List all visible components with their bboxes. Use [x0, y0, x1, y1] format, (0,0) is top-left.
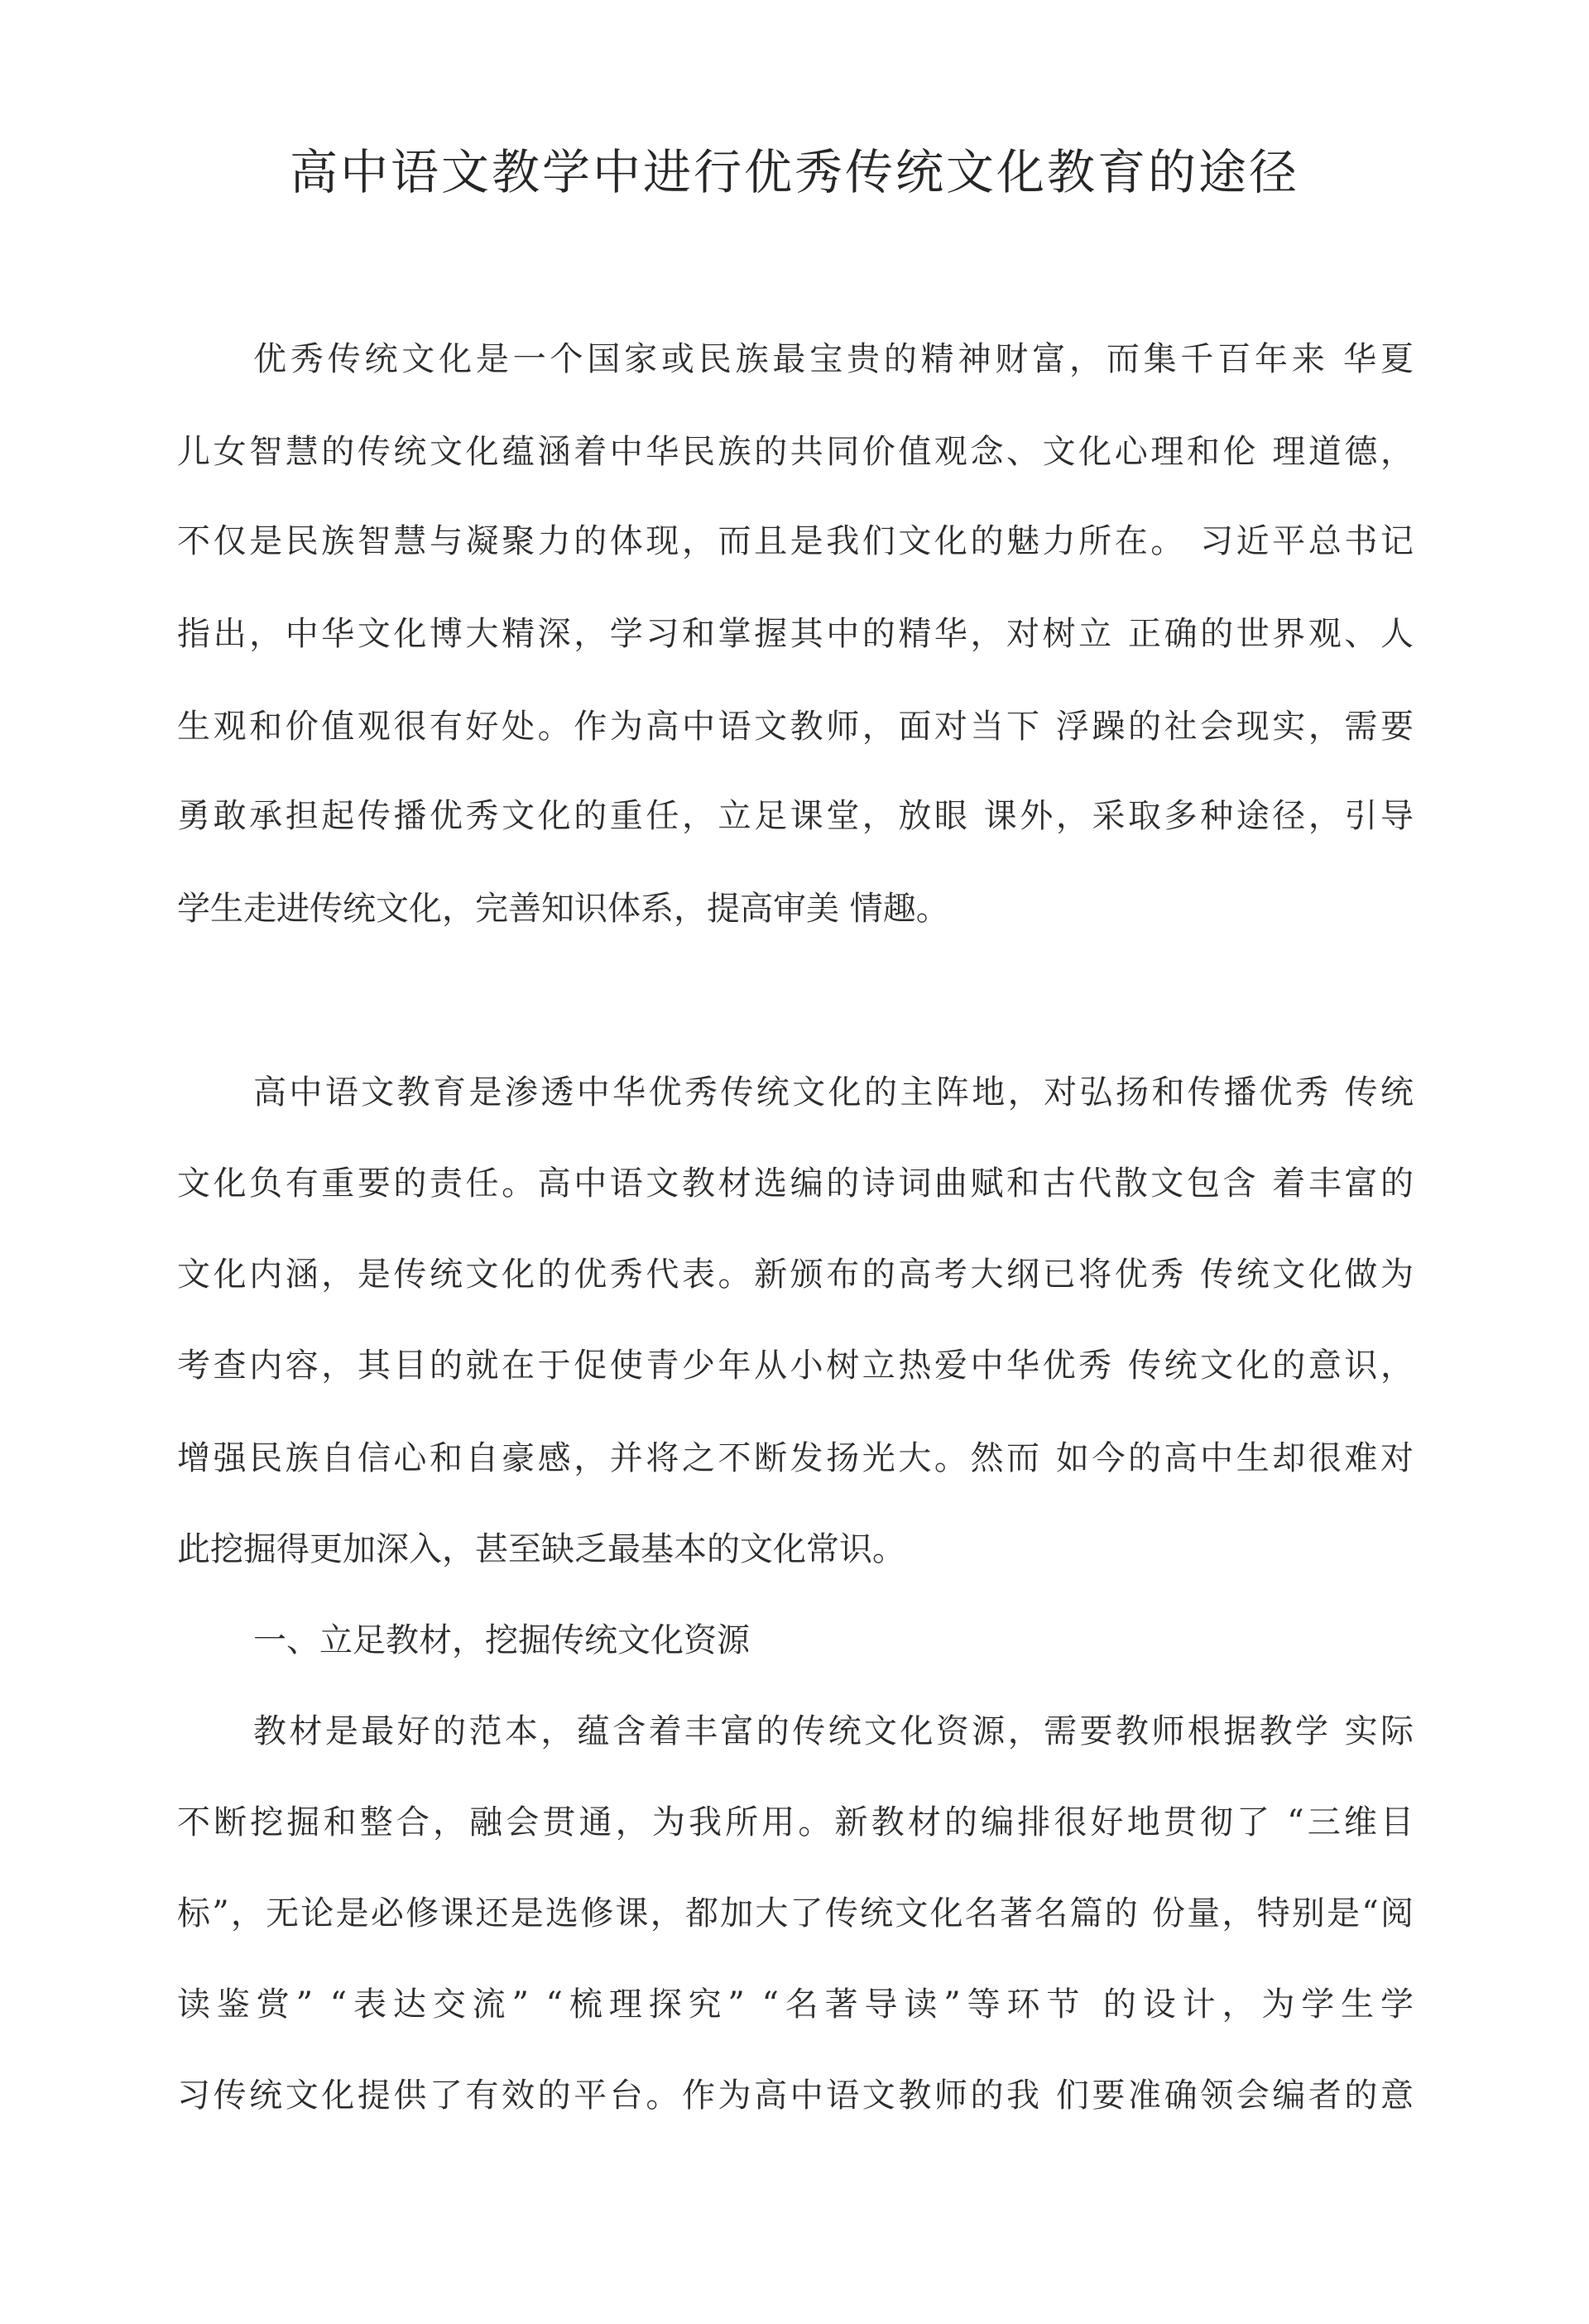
paragraph-3-line-3: 标”，无论是必修课还是选修课，都加大了传统文化名著名篇的 份量，特别是“阅	[177, 1894, 1414, 1933]
paragraph-2-line-6: 此挖掘得更加深入，甚至缺乏最基本的文化常识。	[177, 1530, 905, 1568]
paragraph-3-line-2: 不断挖掘和整合，融会贯通，为我所用。新教材的编排很好地贯彻了 “三维目	[177, 1803, 1414, 1841]
paragraph-1-line-4: 指出，中华文化博大精深，学习和掌握其中的精华，对树立 正确的世界观、人	[177, 615, 1414, 653]
paragraph-1-line-7: 学生走进传统文化，完善知识体系，提高审美 情趣。	[177, 890, 949, 928]
paragraph-1-line-6: 勇敢承担起传播优秀文化的重任，立足课堂，放眼 课外，采取多种途径，引导	[177, 797, 1414, 835]
paragraph-3-line-4: 读鉴赏” “表达交流” “梳理探究” “名著导读”等环节 的设计，为学生学	[177, 1985, 1414, 2024]
paragraph-2-line-2: 文化负有重要的责任。高中语文教材选编的诗词曲赋和古代散文包含 着丰富的	[177, 1164, 1414, 1203]
paragraph-2-line-3: 文化内涵，是传统文化的优秀代表。新颁布的高考大纲已将优秀 传统文化做为	[177, 1256, 1414, 1294]
paragraph-2-line-5: 增强民族自信心和自豪感，并将之不断发扬光大。然而 如今的高中生却很难对	[177, 1439, 1414, 1477]
paragraph-1-line-3: 不仅是民族智慧与凝聚力的体现，而且是我们文化的魅力所在。 习近平总书记	[177, 522, 1414, 560]
paragraph-3-line-5: 习传统文化提供了有效的平台。作为高中语文教师的我 们要准确领会编者的意	[177, 2077, 1414, 2115]
paragraph-2-line-4: 考查内容，其目的就在于促使青少年从小树立热爱中华优秀 传统文化的意识，	[177, 1347, 1414, 1385]
section-heading: 一、立足教材，挖掘传统文化资源	[253, 1621, 750, 1659]
paragraph-3-line-1: 教材是最好的范本，蕴含着丰富的传统文化资源，需要教师根据教学 实际	[253, 1712, 1414, 1750]
paragraph-2-line-1: 高中语文教育是渗透中华优秀传统文化的主阵地，对弘扬和传播优秀 传统	[253, 1073, 1414, 1112]
paragraph-1-line-5: 生观和价值观很有好处。作为高中语文教师，面对当下 浮躁的社会现实，需要	[177, 708, 1414, 746]
document-title: 高中语文教学中进行优秀传统文化教育的途径	[289, 144, 1299, 200]
paragraph-1-line-2: 儿女智慧的传统文化蕴涵着中华民族的共同价值观念、文化心理和伦 理道德，	[177, 433, 1414, 471]
paragraph-1-line-1: 优秀传统文化是一个国家或民族最宝贵的精神财富，而集千百年来 华夏	[253, 340, 1414, 378]
